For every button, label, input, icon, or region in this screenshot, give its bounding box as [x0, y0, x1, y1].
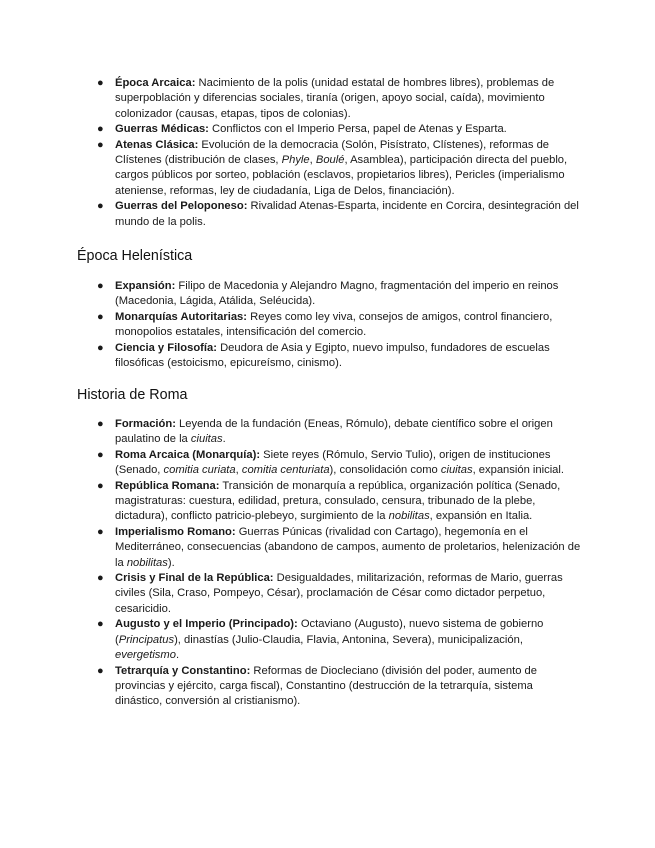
- list-item-title: Imperialismo Romano:: [115, 525, 236, 538]
- list-item-title: Roma Arcaica (Monarquía):: [115, 448, 261, 461]
- list-item-text: Siete reyes (Rómulo, Servio Tulio), origen de instituciones (Senado,: [115, 448, 551, 477]
- list-item-italic-term: Boulé: [315, 154, 345, 167]
- list-item-text: ,: [309, 154, 316, 167]
- list-item-title: Atenas Clásica:: [115, 138, 199, 151]
- list-item: [95, 417, 583, 448]
- bullet-icon: ●: [97, 280, 104, 292]
- bullet-icon: ●: [97, 525, 104, 538]
- list-item-text: Rivalidad Atenas-Esparta, incidente en Corcira, desintegración del mundo de la polis.: [115, 200, 579, 228]
- list-item-text: Conflictos con el Imperio Persa, papel de Atenas y Esparta.: [208, 123, 507, 136]
- section-heading-hellenistic: Época Helenística: [77, 248, 193, 264]
- list-item-italic-term: comitia centuriata: [241, 464, 330, 477]
- bullet-icon: ●: [97, 418, 104, 430]
- list-item-italic-term: Principatus: [118, 633, 175, 646]
- list-item-text: Nacimiento de la polis (unidad estatal de hombres libres), problemas de superpoblación y diferencias sociales, tiranía (origen, apoyo social, caída), movimiento colonizador (causas, etapas, tipos de colonias).: [115, 77, 555, 120]
- bullet-icon: ●: [97, 572, 104, 585]
- rome-history-list: [95, 417, 583, 710]
- list-item: [95, 199, 583, 230]
- list-item: [95, 571, 583, 617]
- list-item-text: ,: [235, 464, 242, 477]
- list-item-text: , expansión en Italia.: [429, 510, 533, 523]
- list-item-italic-term: nobilitas: [388, 510, 430, 523]
- bullet-icon: ●: [97, 448, 104, 461]
- bullet-icon: ●: [97, 618, 104, 631]
- list-item-text: ), consolidación como: [329, 464, 441, 477]
- list-item-title: Época Arcaica:: [115, 77, 196, 89]
- list-item-title: Guerras del Peloponeso:: [115, 200, 248, 213]
- list-item: [95, 122, 583, 137]
- list-item: [95, 138, 583, 200]
- list-item: [95, 76, 583, 122]
- list-item-text: ), dinastías (Julio-Claudia, Flavia, Antonina, Severa), municipalización,: [174, 633, 523, 646]
- list-item-text: ).: [167, 556, 175, 569]
- list-item-italic-term: nobilitas: [126, 556, 168, 569]
- bullet-icon: ●: [97, 77, 104, 89]
- list-item-text: , expansión inicial.: [472, 464, 564, 477]
- list-item-italic-term: ciuitas: [190, 433, 223, 446]
- list-item-italic-term: Phyle: [281, 154, 310, 167]
- bullet-icon: ●: [97, 479, 104, 492]
- bullet-icon: ●: [97, 310, 104, 323]
- list-item: [95, 279, 583, 310]
- greek-history-list: [95, 76, 583, 230]
- list-item-text: Filipo de Macedonia y Alejandro Magno, fragmentación del imperio en reinos (Macedonia, Lágida, Atálida, Seléucida).: [115, 280, 559, 308]
- list-item-italic-term: ciuitas: [440, 464, 473, 477]
- bullet-icon: ●: [97, 341, 104, 354]
- list-item-text: .: [175, 649, 180, 662]
- list-item-italic-term: comitia curiata: [163, 464, 236, 477]
- list-item-text: , Asamblea), participación directa del pueblo, cargos públicos por sorteo, población (esclavos, propietarios libres), Pericles (imperialismo ateniense, reformas, ley de ciudadanía, Liga de Delos, financiación).: [115, 154, 568, 197]
- list-item: [95, 664, 583, 710]
- list-item: [95, 310, 583, 341]
- bullet-icon: ●: [97, 664, 104, 677]
- bullet-icon: ●: [97, 123, 104, 136]
- list-item-text: .: [222, 433, 226, 446]
- hellenistic-list: [95, 279, 583, 371]
- bullet-icon: ●: [97, 138, 104, 151]
- list-item-text: Desigualdades, militarización, reformas de Mario, guerras civiles (Sila, Craso, Pompeyo, César), proclamación de César como dictador perpetuo, cesaricidio.: [115, 572, 563, 615]
- list-item: [95, 617, 583, 663]
- list-item-italic-term: evergetismo: [115, 649, 176, 662]
- list-item: [95, 448, 583, 479]
- list-item-title: Ciencia y Filosofía:: [115, 341, 217, 354]
- list-item-text: Deudora de Asia y Egipto, nuevo impulso, fundadores de escuelas filosóficas (estoicismo, epicureísmo, cinismo).: [115, 341, 550, 370]
- list-item-title: Monarquías Autoritarias:: [115, 310, 247, 323]
- list-item: [95, 525, 583, 571]
- list-item-title: República Romana:: [115, 479, 220, 492]
- list-item: [95, 479, 583, 525]
- list-item-title: Crisis y Final de la República:: [115, 572, 274, 585]
- list-item: [95, 341, 583, 372]
- list-item-text: Octaviano (Augusto), nuevo sistema de gobierno (: [115, 618, 544, 646]
- list-item-title: Augusto y el Imperio (Principado):: [115, 618, 298, 631]
- list-item-text: Transición de monarquía a república, organización política (Senado, magistraturas: cuestura, edilidad, pretura, consulado, censura, tribunado de la plebe, dictadura), conflicto patricio-plebeyo, surgimiento de la: [115, 479, 561, 523]
- list-item-title: Formación:: [115, 418, 176, 430]
- list-item-text: Reyes como ley viva, consejos de amigos, control financiero, monopolios estatales, intensificación del comercio.: [115, 310, 553, 339]
- section-heading-rome: Historia de Roma: [77, 387, 188, 403]
- list-item-title: Tetrarquía y Constantino:: [115, 664, 251, 677]
- list-item-text: Guerras Púnicas (rivalidad con Cartago), hegemonía en el Mediterráneo, consecuencias (abandono de campos, aumento de proletarios, helenización de la: [115, 525, 581, 569]
- list-item-title: Guerras Médicas:: [115, 123, 209, 136]
- list-item-text: Evolución de la democracia (Solón, Pisístrato, Clístenes), reformas de Clístenes (distribución de clases,: [115, 138, 550, 167]
- list-item-title: Expansión:: [115, 280, 176, 292]
- bullet-icon: ●: [97, 200, 104, 213]
- list-item-text: Reformas de Diocleciano (división del poder, aumento de provincias y ejército, carga fiscal), Constantino (destrucción de la tetrarquía, sistema dinástico, conversión al cristianismo).: [115, 664, 537, 708]
- list-item-text: Leyenda de la fundación (Eneas, Rómulo), debate científico sobre el origen paulatino de la: [115, 418, 553, 446]
